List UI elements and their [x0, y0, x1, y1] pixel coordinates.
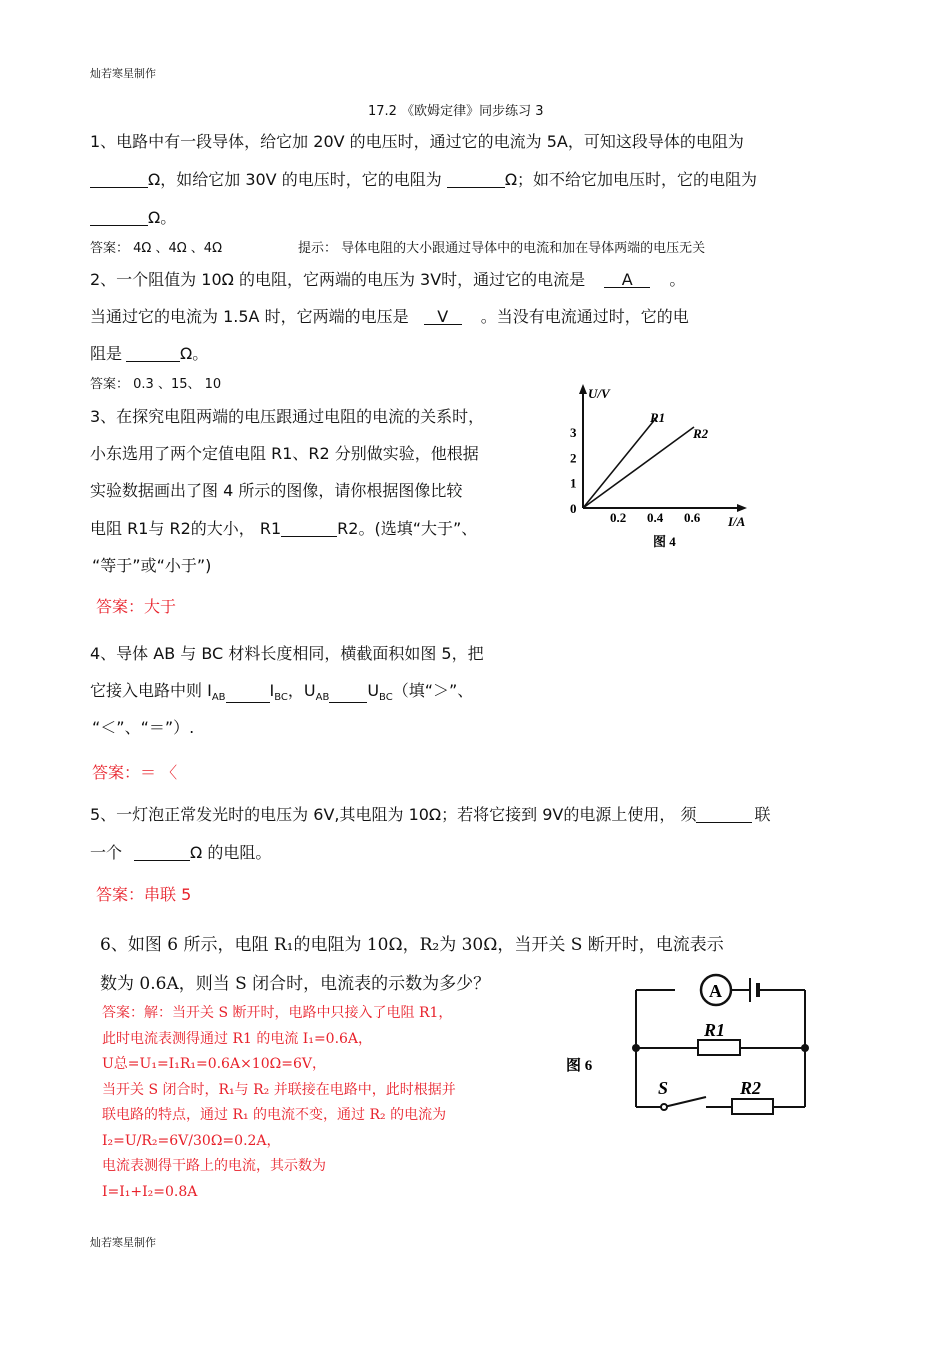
- q6-answer-line: 此时电流表测得通过 R1 的电流 I₁=0.6A，: [102, 1030, 373, 1047]
- q4-line2: 它接入电路中则 $I_{AB}$ $I_{BC}$，$U_{AB}$ $U_{BC}$（填“＞”、: [90, 681, 474, 704]
- figure-4-chart: [560, 380, 770, 555]
- figure-6-circuit: [560, 970, 830, 1120]
- q5-answer: 答案：串联 5: [96, 885, 192, 904]
- q5-blank-1[interactable]: [696, 807, 752, 823]
- q2-blank-2[interactable]: V: [424, 309, 462, 325]
- q6-answer-line: I=I₁+I₂=0.8A: [102, 1183, 198, 1200]
- fig4-r1-label: R1: [650, 410, 666, 425]
- q3-line2: 小东选用了两个定值电阻 R1、R2 分别做实验，他根据: [90, 444, 479, 463]
- q6-answer-line: U总=U₁=I₁R₁=0.6A×10Ω=6V，: [102, 1056, 326, 1072]
- q4-blank-2[interactable]: [329, 687, 367, 703]
- q6-line1: 6、如图 6 所示，电阻 R₁的电阻为 10Ω，R₂为 30Ω，当开关 S 断开时，电流表示: [100, 935, 724, 955]
- q3-blank[interactable]: [281, 521, 337, 537]
- fig4-x-tick-label: 0.4: [647, 510, 664, 525]
- q3-answer: 答案：大于: [96, 597, 177, 616]
- q2-blank-1[interactable]: A: [604, 272, 650, 288]
- fig4-ylabel: U/V: [588, 386, 610, 401]
- q1-answer: 答案： 4Ω 、4Ω 、4Ω: [90, 241, 223, 256]
- q6-answer-line: 电流表测得干路上的电流，其示数为: [102, 1158, 326, 1174]
- fig4-x-tick-label: 0.6: [684, 510, 701, 525]
- fig4-y-tick-label: 2: [570, 450, 577, 466]
- fig6-r1-label: R1: [704, 1020, 726, 1040]
- q6-answer-line: I₂=U/R₂=6V/30Ω=0.2A，: [102, 1132, 281, 1149]
- fig4-r2-label: R2: [693, 426, 709, 441]
- resistor-r1: [698, 1040, 740, 1055]
- fig4-x-tick-label: 0.2: [610, 510, 627, 525]
- q1-line1: 1、电路中有一段导体，给它加 20V 的电压时，通过它的电流为 5A，可知这段导体的电阻为: [90, 132, 744, 151]
- junction-left: [632, 1044, 640, 1052]
- q4-line3: “＜”、“＝”）.: [92, 718, 195, 737]
- q3-line5: “等于”或“小于”): [92, 556, 212, 575]
- q6-line2: 数为 0.6A，则当 S 闭合时，电流表的示数为多少？: [100, 974, 491, 994]
- fig4-x-ticks: [610, 510, 701, 525]
- page-footer: 灿若寒星制作: [90, 1236, 156, 1249]
- fig4-y-ticks: [570, 425, 577, 516]
- q4-line1: 4、导体 AB 与 BC 材料长度相同，横截面积如图 5，把: [90, 644, 484, 663]
- fig6-switch-label: S: [658, 1078, 669, 1098]
- fig4-caption: 图 4: [653, 534, 676, 549]
- resistor-r2: [732, 1099, 773, 1114]
- q1-blank-3[interactable]: [90, 210, 148, 226]
- q5-blank-2[interactable]: [134, 845, 190, 861]
- q2-line3: 阻是 Ω。: [90, 344, 209, 363]
- q3-line1: 3、在探究电阻两端的电压跟通过电阻的电流的关系时，: [90, 407, 485, 426]
- q6-answer-line: 联电路的特点，通过 R₁ 的电流不变，通过 R₂ 的电流为: [102, 1107, 447, 1123]
- junction-right: [801, 1044, 809, 1052]
- q3-line3: 实验数据画出了图 4 所示的图像，请你根据图像比较: [90, 481, 463, 500]
- q5-line1: 5、一灯泡正常发光时的电压为 6V,其电阻为 10Ω；若将它接到 9V的电源上使用， 须 联: [90, 805, 771, 824]
- q1-hint: 提示： 导体电阻的大小跟通过导体中的电流和加在导体两端的电压无关: [298, 241, 706, 256]
- switch-contact: [661, 1104, 667, 1110]
- q2-answer: 答案： 0.3 、15、 10: [90, 377, 222, 392]
- fig4-y-tick-label: 3: [570, 425, 577, 441]
- fig4-y-tick-label: 0: [570, 501, 577, 516]
- q1-blank-2[interactable]: [447, 172, 505, 188]
- q4-blank-1[interactable]: [226, 687, 270, 703]
- q3-line4: 电阻 R1与 R2的大小， R1 R2。(选填“大于”、: [90, 519, 478, 538]
- ammeter-label: A: [709, 981, 722, 1001]
- fig6-r2-label: R2: [740, 1078, 762, 1098]
- q1-blank-1[interactable]: [90, 172, 148, 188]
- fig4-xlabel: I/A: [728, 514, 746, 529]
- q2-line2: 当通过它的电流为 1.5A 时，它两端的电压是 V 。当没有电流通过时，它的电: [90, 307, 689, 326]
- page-title: 17.2 《欧姆定律》同步练习 3: [368, 104, 544, 119]
- q2-blank-3[interactable]: [126, 346, 180, 362]
- q5-line2: 一个 Ω 的电阻。: [90, 843, 272, 862]
- q6-answer-line: 答案：解：当开关 S 断开时，电路中只接入了电阻 R1，: [102, 1005, 453, 1021]
- q1-line2: Ω，如给它加 30V 的电压时，它的电阻为 Ω；如不给它加电压时，它的电阻为: [90, 172, 757, 188]
- q1-line3: Ω。: [90, 210, 176, 226]
- q4-answer: 答案：＝ 〈: [92, 763, 178, 782]
- q2-line1: 2、一个阻值为 10Ω 的电阻，它两端的电压为 3V时，通过它的电流是 A 。: [90, 270, 686, 289]
- page-header: 灿若寒星制作: [90, 67, 156, 80]
- q6-answer-line: 当开关 S 闭合时，R₁与 R₂ 并联接在电路中，此时根据并: [102, 1081, 456, 1098]
- fig4-y-tick-label: 1: [570, 475, 577, 491]
- fig6-caption: 图 6: [566, 1058, 593, 1074]
